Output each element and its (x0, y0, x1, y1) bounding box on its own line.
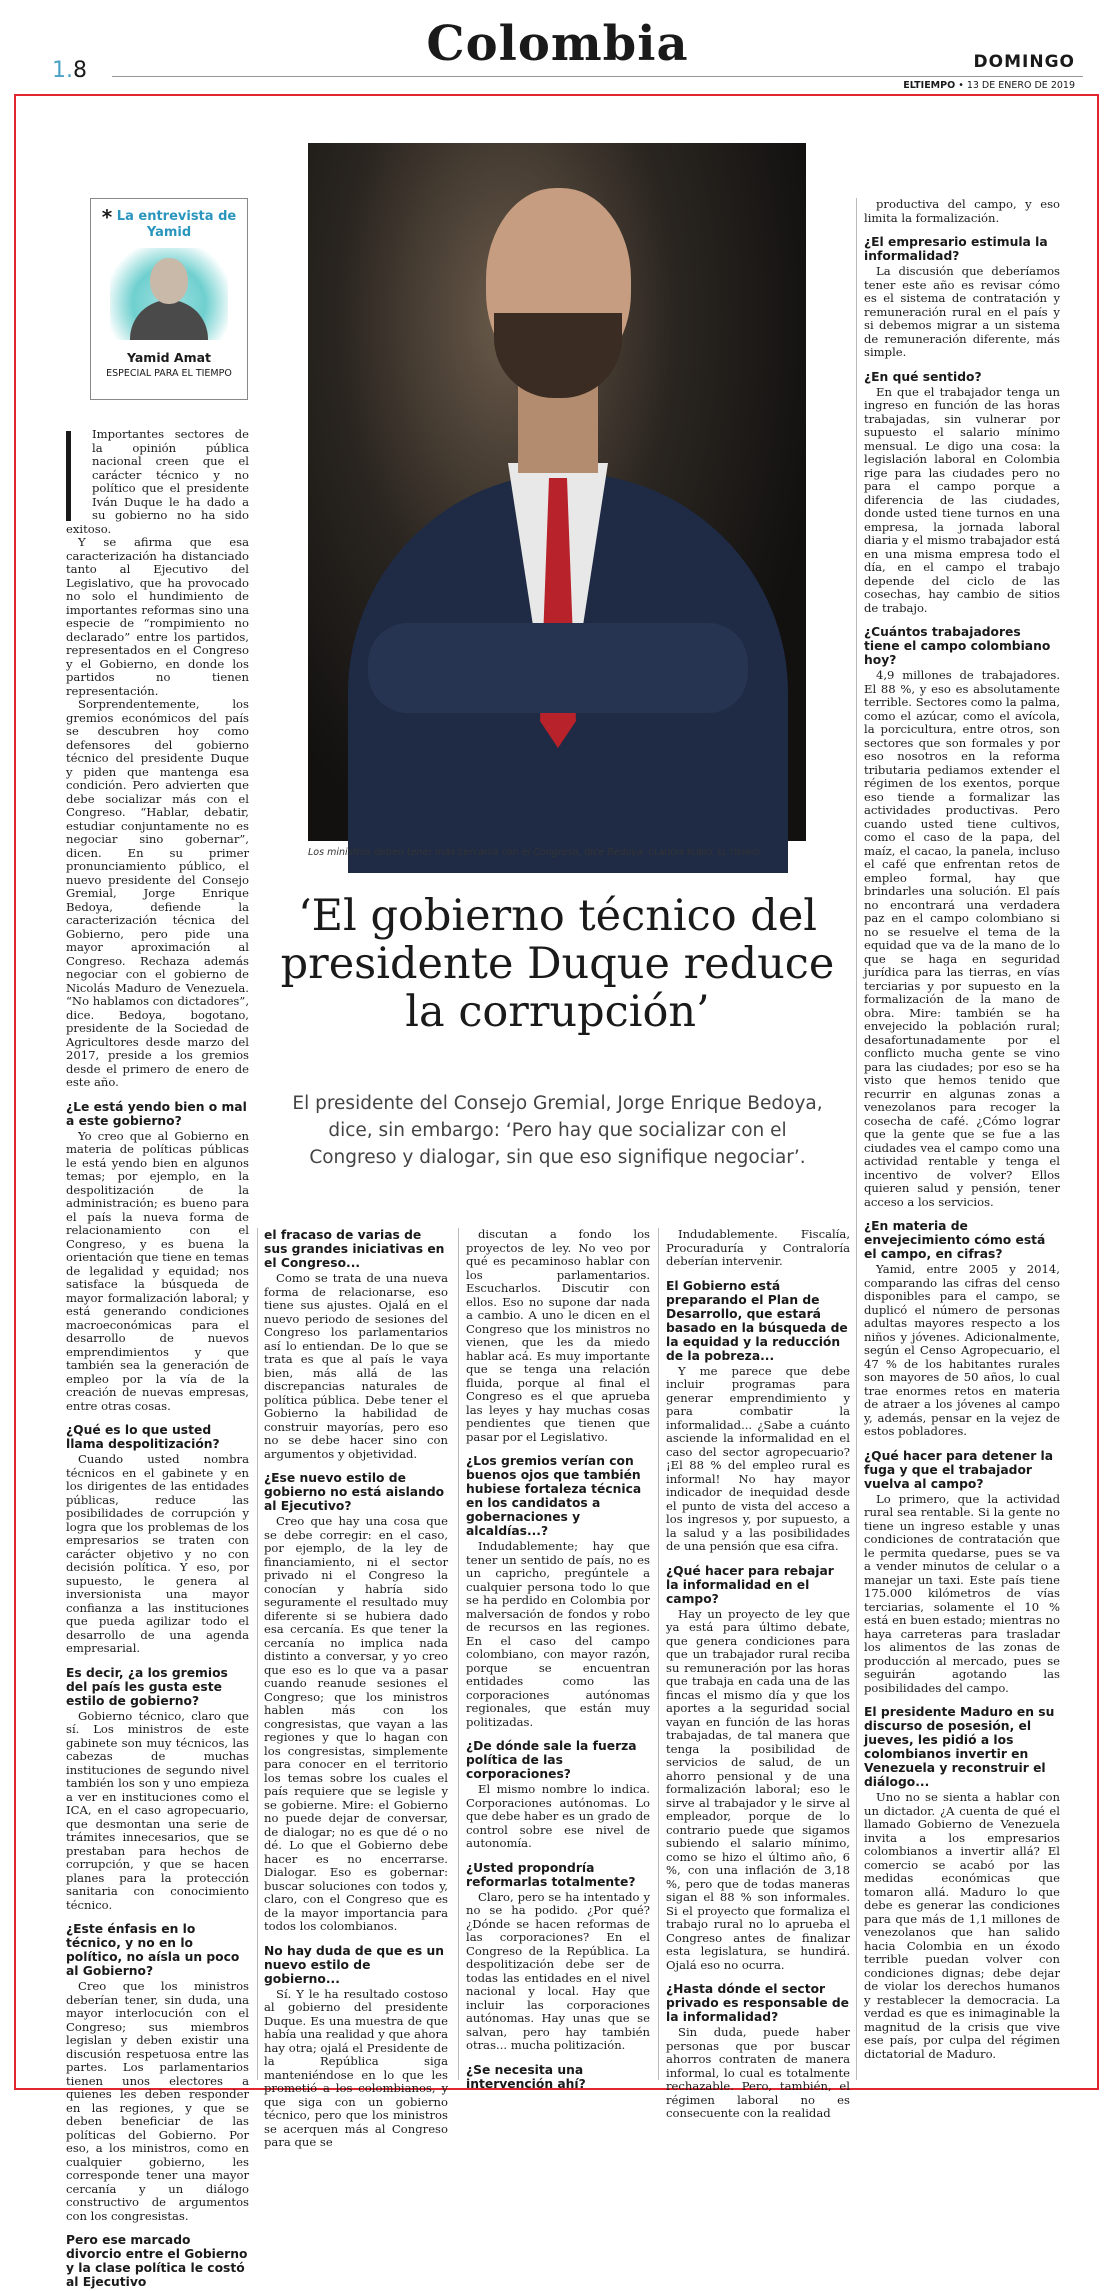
body-paragraph: Creo que los ministros deberían tener, sin duda, una mayor interlocución con el Congreso; sus miembros legislan y deben existir una discusión respetuosa entre las partes. Los parlamentarios tienen unos electores a quienes les deben responder en las regiones, y que se deben beneficiar de las políticas del Gobierno. Por eso, a los ministros, como en cualquier gobierno, les corresponde tener una mayor cercanía y un diálogo constructivo de argumentos con los congresistas. (66, 1979, 249, 2223)
header-day: DOMINGO (973, 52, 1075, 72)
article-column-4 (666, 1228, 850, 2121)
interview-box-title (91, 205, 247, 240)
body-paragraph: Y me parece que debe incluir programas para generar emprendimiento y para combatir la informalidad... ¿Sabe a cuánto asciende la informalidad en el caso del sector agropecuario? ¡El 88 % del empleo rural es informal! No hay mayor indicador de inequidad desde el punto de vista del acceso a los ingresos y, por supuesto, a la salud y a las posibilidades de una pensión que esa cifra. (666, 1363, 850, 1553)
body-paragraph: Indudablemente. Fiscalía, Procuraduría y Contraloría deberían intervenir. (666, 1227, 850, 1268)
body-paragraph: Hay un proyecto de ley que ya está para último debate, que genera condiciones para que un trabajador rural reciba su remuneración por las horas que trabaja en cada una de las fincas el mismo día y que los aportes a la seguridad social vayan en función de las horas trabajadas, de tal manera que tenga la posibilidad de servicios de salud, de un ahorro pensional y de una formalización laboral; eso le sirve al trabajador y le sirve al empleador, porque de lo contrario puede que sigamos subiendo el salario mínimo, como se hizo el último año, 6 %, con una inflación de 3,18 %, pero que de todas maneras sigan el 88 % son informales. Si el proyecto que formaliza el trabajo rural no lo aprueba el Congreso antes de finalizar esta legislatura, se hundirá. Ojalá eso no ocurra. (666, 1606, 850, 1972)
body-paragraph: La discusión que deberíamos tener este año es revisar cómo es el sistema de contratación y remuneración rural en el país y si debemos migrar a un sistema de remuneración diferente, más simple. (864, 264, 1060, 359)
question-heading: ¿En qué sentido? (864, 369, 982, 384)
photo-caption (308, 847, 806, 858)
column-rule (658, 1228, 659, 2080)
question-heading: El Gobierno está preparando el Plan de Desarrollo, que estará basado en la búsqueda de la equidad y la reducción de la pobreza... (666, 1278, 848, 1363)
column-rule (458, 1228, 459, 2080)
body-paragraph: Sin duda, puede haber personas que por buscar ahorros contraten de manera informal, lo cual es totalmente rechazable. Pero, también, el régimen laboral no es consecuente con la realidad (666, 2025, 850, 2120)
dropcap-bar (66, 431, 80, 521)
photo-credit: CLAUDIA RUBIO. EL TIEMPO (648, 848, 760, 857)
body-paragraph: Como se trata de una nueva forma de relacionarse, eso tiene sus ajustes. Ojalá en el nuevo periodo de sesiones del Congreso los parlamentarios así lo entiendan. De lo que se trata es que al país le vaya bien, más allá de las discrepancias naturales de política pública. Debe tener el Gobierno la habilidad de construir mayorías, pero eso no se debe hacer sino con argumentos y objetividad. (264, 1271, 448, 1461)
body-paragraph: Cuando usted nombra técnicos en el gabinete y en los dirigentes de las entidades públicas, reduce las posibilidades de corrupción y logra que los problemas de los empresarios se traten con carácter objetivo y no con decisión política. Y eso, por supuesto, le genera al inversionista una mayor confianza a las instituciones que pueda agilizar todo el desarrollo de una agenda empresarial. (66, 1452, 249, 1655)
question-heading: No hay duda de que es un nuevo estilo de gobierno... (264, 1943, 444, 1986)
body-paragraph: En que el trabajador tenga un ingreso en función de las horas trabajadas, sin vulnerar por supuesto el salario mínimo mensual. Le digo una cosa: la legislación laboral en Colombia rige para las ciudades pero no para el campo porque a diferencia de las ciudades, donde usted tiene turnos en una empresa, la jornada laboral diaria y el mismo trabajador está en una misma empresa todo el día, en el campo el trabajo depende del ciclo de las cosechas, hay cambio de sitios de trabajo. (864, 384, 1060, 615)
portrait-head (150, 258, 188, 304)
paper-name: ELTIEMPO (903, 80, 956, 91)
question-heading: Es decir, ¿a los gremios del país les gusta este estilo de gobierno? (66, 1665, 228, 1708)
dek: El presidente del Consejo Gremial, Jorge Enrique Bedoya, dice, sin embargo: ‘Pero hay que socializar con el Congreso y dialogar, sin que eso signifique negociar’. (292, 1093, 823, 1168)
section-title: Colombia (426, 16, 689, 72)
question-heading: ¿Se necesita una intervención ahí? (466, 2062, 586, 2091)
question-heading: el fracaso de varias de sus grandes iniciativas en el Congreso... (264, 1228, 445, 1270)
question-heading: El presidente Maduro en su discurso de posesión, el jueves, les pidió a los colombianos invertir en Venezuela y reconstruir el diálogo... (864, 1705, 1055, 1789)
question-heading: ¿Cuántos trabajadores tiene el campo colombiano hoy? (864, 625, 1051, 667)
body-paragraph: Yamid, entre 2005 y 2014, comparando las cifras del censo disponibles para el campo, se duplicó el número de personas adultas mayores respecto a los niños y jóvenes. Adicionalmente, según el Censo Agropecuario, el 47 % de los habitantes rurales son mayores de 50 años, lo cual trae enormes retos en materia de atraer a los jóvenes al campo y, además, pensar en la vejez de estos pobladores. (864, 1262, 1060, 1438)
question-heading: ¿De dónde sale la fuerza política de las corporaciones? (466, 1739, 637, 1781)
photo-crossed-arms (368, 623, 748, 713)
question-heading: ¿En materia de envejecimiento cómo está el campo, en cifras? (864, 1219, 1046, 1261)
body-paragraph: Sorprendentemente, los gremios económicos del país se descubren hoy como defensores del gobierno técnico del presidente Duque y piden que mantenga esa condición. Pero advierten que debe socializar más con el Congreso. “Hablar, debatir, estudiar conjuntamente no es negociar sino gobernar”, dicen. En su primer pronunciamiento público, el nuevo presidente del Consejo Gremial, Jorge Enrique Bedoya, defiende la caracterización técnica del Gobierno, pero pide una mayor aproximación al Congreso. Rechaza además negociar con el gobierno de Nicolás Maduro de Venezuela. “No hablamos con dictadores”, dice. Bedoya, bogotano, presidente de la Sociedad de Agricultores desde marzo del 2017, preside a los gremios desde el primero de enero de este año. (66, 697, 249, 1089)
body-paragraph: 4,9 millones de trabajadores. El 88 %, y eso es absolutamente terrible. Sectores como la palma, como el azúcar, como el avícola, la porcicultura, entre otros, son sectores que son formales y por eso nosotros en la reforma tributaria pediamos extender el régimen de los exentos, porque eso tiende a formalizar las actividades productivas. Pero cuando usted tiene cultivos, como el caso de la papa, del maíz, el cacao, la panela, incluso el café que enfrentan retos de empleo formal, hay que brindarles una solución. El país no encontrará una verdadera paz en el campo colombiano si no se resuelve el tema de la equidad que va de la mano de lo que se haga en seguridad jurídica para las tierras, en vías terciarias y por supuesto en la formalización de la mano de obra. Mire: también se ha envejecido la población rural; desafortunadamente por el conflicto mucha gente se vino para las ciudades; por eso se ha visto que hemos tenido que recurrir en algunas zonas a venezolanos para recoger la cosecha de café. ¿Cómo lograr que la gente que se fue a las ciudades vea el campo como una actividad rentable y tenga el incentivo de volver? Ellos quieren salud y pensión, tener acceso a los servicios. (864, 668, 1060, 1209)
page-subnumber: 8 (73, 58, 87, 83)
column-rule (856, 198, 857, 2080)
body-paragraph: Creo que hay una cosa que se debe corregir: en el caso, por ejemplo, de la ley de financiamiento, ni el sector privado ni el Congreso la conocían y habría sido seguramente el resultado muy diferente si se hubiera dado esa cercanía. Es que tener la cercanía no implica nada distinto a conversar, y yo creo que eso es lo que va a pasar cuando reanude sesiones el Congreso; que los ministros hablen más con los congresistas, que vayan a las regiones y que lo hagan con los congresistas, simplemente para conocer en el territorio los temas sobre los cuales el país requiere que se legisle y se gobierne. Mire: el Gobierno no puede dejar de conversar, de dialogar; no es que dé o no dé. Lo que el Gobierno debe hacer es no encerrarse. Dialogar. Eso es gobernar: buscar soluciones con todos y, claro, con el Congreso que es de la mayor importancia para todos los colombianos. (264, 1514, 448, 1933)
article-column-1 (66, 428, 249, 2291)
main-photo (308, 143, 806, 841)
body-paragraph: Y se afirma que esa caracterización ha distanciado tanto al Ejecutivo del Legislativo, que ha provocado no solo el hundimiento de importantes reformas sino una especie de “rompimiento no declarado” entre los partidos, representados en el Congreso y el Gobierno, en donde los partidos no tienen representación. (66, 535, 249, 698)
body-paragraph: Lo primero, que la actividad rural sea rentable. Si la gente no tiene un ingreso estable y unas condiciones de contratación que le permita quedarse, pues se va a vender minutos de celular o a manejar un taxi. Este país tiene 175.000 kilómetros de vías terciarias, solamente el 10 % está en buen estado; mientras no haya carreteras para trasladar los alimentos de las zonas de producción al mercado, pues se seguirán agotando las posibilidades del campo. (864, 1491, 1060, 1695)
header-rule (112, 76, 1083, 77)
body-paragraph: productiva del campo, y eso limita la formalización. (864, 197, 1060, 225)
column-rule (257, 1228, 258, 2080)
question-heading: Pero ese marcado divorcio entre el Gobierno y la clase política le costó al Ejecutivo (66, 2233, 248, 2289)
body-paragraph: Gobierno técnico, claro que sí. Los ministros de este gabinete son muy técnicos, las cabezas de muchas instituciones de segundo nivel también los son y uno empieza a ver en instituciones como el ICA, en el caso agropecuario, que desmontan una serie de trámites innecesarios, que se prestaban para hechos de corrupción, y que se hacen planes para la protección sanitaria con conocimiento técnico. (66, 1708, 249, 1912)
author-portrait (110, 248, 228, 340)
body-paragraph: Yo creo que al Gobierno en materia de políticas públicas le está yendo bien en algunos temas; por ejemplo, en la despolitización de la administración; es bueno para el país la nueva forma de relacionamiento con el Congreso, y es buena la orientación que tiene en temas de legalidad y equidad; nos satisface la búsqueda de mayor formalización laboral; y está generando condiciones macroeconómicas para el desarrollo de nuevos emprendimientos y que también sea la generación de empleo por la vía de la creación de nuevas empresas, entre otras cosas. (66, 1128, 249, 1413)
author-name: Yamid Amat (126, 350, 212, 365)
question-heading: ¿Qué hacer para detener la fuga y que el trabajador vuelva al campo? (864, 1448, 1054, 1491)
page-section-number: 1. (52, 58, 73, 83)
question-heading: ¿Este énfasis en lo técnico, y no en lo político, no aísla un poco al Gobierno? (66, 1922, 240, 1978)
body-paragraph: Sí. Y le ha resultado costoso al gobierno del presidente Duque. Es una muestra de que había una realidad y que ahora hay otra; ojalá el Presidente de la República siga manteniéndose en lo que les prometió a los colombianos, y que siga con un gobierno técnico, pero que los ministros se acerquen más al Congreso para que se (264, 1986, 448, 2149)
author-role: ESPECIAL PARA EL TIEMPO (106, 368, 232, 379)
question-heading: ¿Le está yendo bien o mal a este gobierno? (66, 1099, 247, 1128)
asterisk-icon: * (101, 205, 113, 229)
article-column-3 (466, 1228, 650, 2093)
article-column-2 (264, 1228, 448, 2150)
question-heading: ¿Ese nuevo estilo de gobierno no está aislando al Ejecutivo? (264, 1471, 445, 1513)
question-heading: ¿Usted propondría reformarlas totalmente? (466, 1860, 636, 1889)
photo-caption-text: Los ministros deben tener más cercanía con el Congreso, dice Bedoya. (308, 847, 646, 858)
interview-box-title-text: La entrevista de Yamid (116, 209, 237, 240)
question-heading: ¿Hasta dónde el sector privado es responsable de la informalidad? (666, 1982, 849, 2024)
headline: ‘El gobierno técnico del presidente Duque reduce la corrupción’ (280, 891, 835, 1037)
question-heading: ¿El empresario estimula la informalidad? (864, 235, 1048, 263)
body-paragraph: Importantes sectores de la opinión pública nacional creen que el carácter técnico y no político que el presidente Iván Duque le ha dado a su gobierno no ha sido exitoso. (66, 427, 249, 536)
question-heading: ¿Los gremios verían con buenos ojos que también hubiese fortaleza técnica en los candidatos a gobernaciones y alcaldías...? (466, 1454, 642, 1538)
question-heading: ¿Qué es lo que usted llama despolitización? (66, 1423, 220, 1451)
body-paragraph: Claro, pero se ha intentado y no se ha podido. ¿Por qué? ¿Dónde se hacen reformas de las corporaciones? En el Congreso de la República. La despolitización debe ser de todas las entidades en el nivel nacional y local. Hay que incluir las corporaciones autónomas. Hay unas que se salvan, pero hay también otras... mucha politización. (466, 1889, 650, 2052)
interview-box (90, 198, 248, 400)
body-paragraph: El mismo nombre lo indica. Corporaciones autónomas. Lo que debe haber es un grado de control sobre ese nivel de autonomía. (466, 1782, 650, 1850)
header-dateline: ELTIEMPO • 13 DE ENERO DE 2019 (903, 80, 1075, 91)
header-date: 13 DE ENERO DE 2019 (966, 80, 1075, 91)
article-column-5 (864, 198, 1060, 2061)
body-paragraph: Uno no se sienta a hablar con un dictador. ¿A cuenta de qué el llamado Gobierno de Venezuela invita a los empresarios colombianos a invertir allá? El comercio se acabó por las medidas económicas que tomaron allá. Maduro lo que debe es generar las condiciones para que más de 1,1 millones de venezolanos que han salido hacia Colombia en un éxodo terrible puedan volver con condiciones dignas; debe dejar de violar los derechos humanos y restablecer la democracia. La verdad es que es inimaginable la magnitud de la crisis que vive ese país, por culpa del régimen dictatorial de Maduro. (864, 1790, 1060, 2061)
question-heading: ¿Qué hacer para rebajar la informalidad en el campo? (666, 1563, 834, 1606)
body-paragraph: discutan a fondo los proyectos de ley. No veo por qué es pecaminoso hablar con los parlamentarios. Escucharlos. Discutir con ellos. Eso no supone dar nada a cambio. A uno le dicen en el Congreso que los ministros no vienen, que les da miedo hablar acá. Es muy importante que se tenga una relación fluida, porque al final el Congreso es el que aprueba las leyes y hay muchas cosas pendientes que tienen que pasar por el Legislativo. (466, 1227, 650, 1444)
portrait-body (130, 300, 208, 340)
body-paragraph: Indudablemente; hay que tener un sentido de país, no es un capricho, pregúntele a cualquier persona todo lo que se ha perdido en Colombia por malversación de fondos y robo de recursos en las regiones. En el caso del campo colombiano, con mayor razón, porque se encuentran entidades como las corporaciones autónomas regionales, que están muy politizadas. (466, 1539, 650, 1729)
